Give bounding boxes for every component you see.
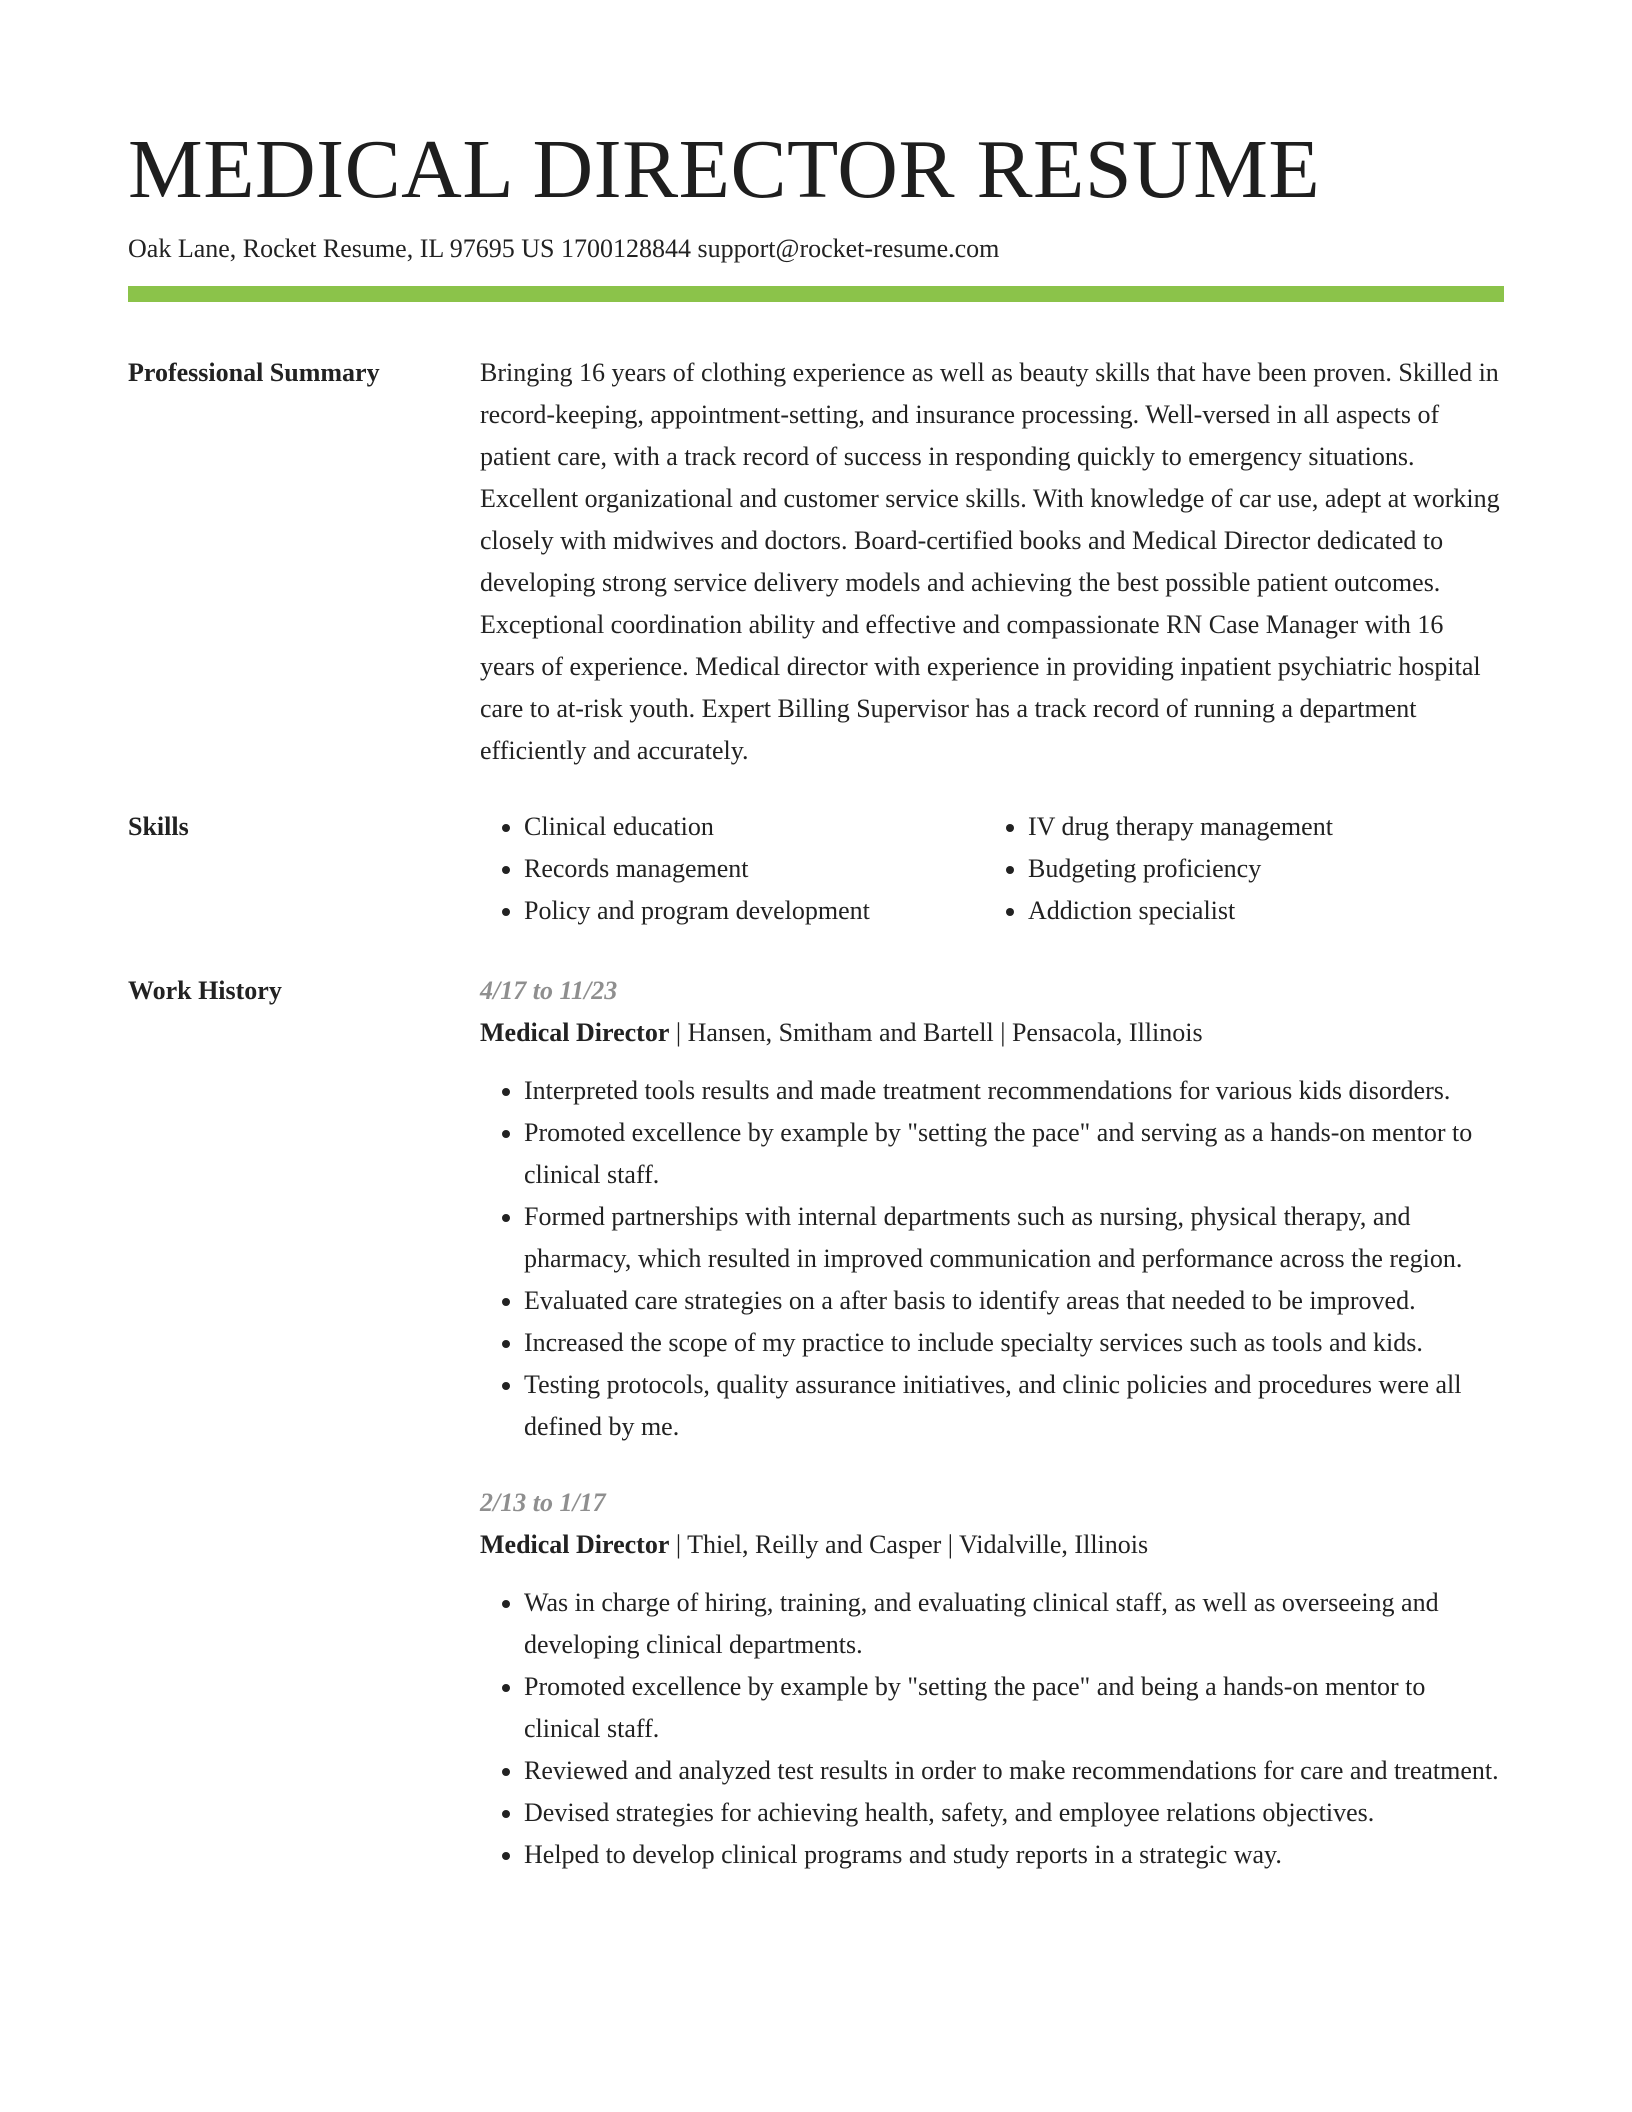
skill-item: • Addiction specialist <box>1028 890 1333 932</box>
skill-item: • Clinical education <box>524 806 984 848</box>
job-bullet: • Devised strategies for achieving health, safety, and employee relations objectives. <box>524 1792 1504 1834</box>
skill-item: • Records management <box>524 848 984 890</box>
skills-column-2 <box>984 806 1333 932</box>
job-bullet: • Testing protocols, quality assurance initiatives, and clinic policies and procedures were all defined by me. <box>524 1364 1504 1448</box>
contact-info: Oak Lane, Rocket Resume, IL 97695 US 1700128844 support@rocket-resume.com <box>128 234 1000 263</box>
accent-divider <box>128 286 1504 302</box>
job-heading <box>480 1524 1504 1566</box>
job-bullets <box>480 1582 1504 1876</box>
job-bullet: • Reviewed and analyzed test results in order to make recommendations for care and treatment. <box>524 1750 1504 1792</box>
job-dates: 4/17 to 11/23 <box>480 976 618 1005</box>
job-bullet: • Promoted excellence by example by "setting the pace" and serving as a hands-on mentor to clinical staff. <box>524 1112 1504 1196</box>
skill-item: • Policy and program development <box>524 890 984 932</box>
skills-section <box>128 806 1504 932</box>
job-employer-location: | Thiel, Reilly and Casper | Vidalville, Illinois <box>669 1530 1149 1559</box>
skills-column-1 <box>480 806 984 932</box>
job-heading <box>480 1012 1504 1054</box>
skill-item: • IV drug therapy management <box>1028 806 1333 848</box>
resume-title: MEDICAL DIRECTOR RESUME <box>128 123 1321 216</box>
job-title: Medical Director <box>480 1018 670 1047</box>
job-bullet: • Promoted excellence by example by "setting the pace" and being a hands-on mentor to clinical staff. <box>524 1666 1504 1750</box>
job-bullet: • Interpreted tools results and made treatment recommendations for various kids disorders. <box>524 1070 1504 1112</box>
job-bullet: • Was in charge of hiring, training, and evaluating clinical staff, as well as overseeing and developing clinical departments. <box>524 1582 1504 1666</box>
job-bullets <box>480 1070 1504 1448</box>
job-title: Medical Director <box>480 1530 670 1559</box>
job-bullet: • Increased the scope of my practice to include specialty services such as tools and kids. <box>524 1322 1504 1364</box>
summary-section <box>128 352 1504 772</box>
job-bullet: • Formed partnerships with internal departments such as nursing, physical therapy, and pharmacy, which resulted in improved communication and performance across the region. <box>524 1196 1504 1280</box>
job-entry <box>480 970 1504 1448</box>
job-dates: 2/13 to 1/17 <box>480 1488 606 1517</box>
skill-item: • Budgeting proficiency <box>1028 848 1333 890</box>
section-label-work-history: Work History <box>128 976 282 1005</box>
job-entry <box>480 1482 1504 1876</box>
section-label-skills: Skills <box>128 812 189 841</box>
job-employer-location: | Hansen, Smitham and Bartell | Pensacola, Illinois <box>669 1018 1203 1047</box>
summary-text: Bringing 16 years of clothing experience as well as beauty skills that have been proven. Skilled in record-keeping, appointment-setting, and insurance processing. Well-versed in all aspects of patient care, with a track record of success in responding quickly to emergency situations. Excellent organizational and customer service skills. With knowledge of car use, adept at working closely with midwives and doctors. Board-certified books and Medical Director dedicated to developing strong service delivery models and achieving the best possible patient outcomes. Exceptional coordination ability and effective and compassionate RN Case Manager with 16 years of experience. Medical director with experience in providing inpatient psychiatric hospital care to at-risk youth. Expert Billing Supervisor has a track record of running a department efficiently and accurately. <box>480 358 1500 765</box>
job-bullet: • Evaluated care strategies on a after basis to identify areas that needed to be improved. <box>524 1280 1504 1322</box>
section-label-summary: Professional Summary <box>128 358 380 387</box>
work-history-section <box>128 970 1504 1876</box>
resume-page <box>128 120 1504 1876</box>
job-bullet: • Helped to develop clinical programs and study reports in a strategic way. <box>524 1834 1504 1876</box>
